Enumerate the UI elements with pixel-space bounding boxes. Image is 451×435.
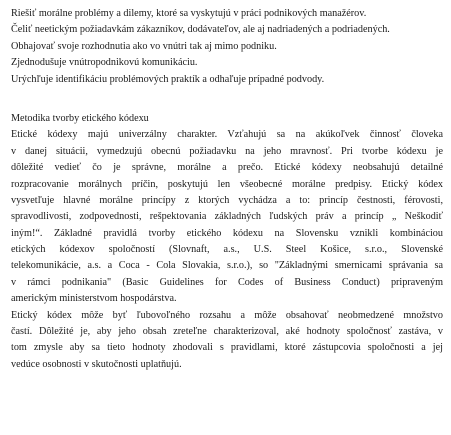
paragraph-line: etických kódexov spoločností (Slovnaft, a.s., U.S. Steel Košice, s.r.o., Slovenské [11, 244, 443, 256]
paragraph-1 [11, 127, 443, 307]
list-item: Čeliť neetickým požiadavkám zákazníkov, dodávateľov, ale aj nadriadených a podriadených. [11, 24, 390, 36]
paragraph-line: častí. Dôležité je, aby jeho obsah zreteľne charakterizoval, aké hodnoty spoločnosť zastáva, v [11, 326, 443, 338]
paragraph-line: Etický kódex môže byť ľubovoľného rozsahu a môže obsahovať neobmedzené množstvo [11, 309, 443, 321]
paragraph-line: iným!“. Základné pravidlá tvorby etického kódexu na Slovensku vznikli kombináciou [11, 227, 443, 239]
paragraph-line: vedúce osobnosti v skutočnosti uplatňujú. [11, 358, 182, 370]
paragraph-line: americkým ministerstvom hospodárstva. [11, 293, 177, 305]
list-item: Obhajovať svoje rozhodnutia ako vo vnútri tak aj mimo podniku. [11, 40, 277, 52]
paragraph-line: vysvetľuje hlavné morálne princípy z ktorých vychádza a to: princíp čestnosti, férovosti, [11, 194, 443, 206]
document-page [11, 6, 443, 373]
paragraph-2 [11, 308, 443, 374]
section-heading: Metodika tvorby etického kódexu [11, 112, 149, 124]
goals-list [11, 6, 443, 88]
list-item: Riešiť morálne problémy a dilemy, ktoré sa vyskytujú v práci podnikových manažérov. [11, 8, 367, 19]
paragraph-line: tom zmysle aby sa tieto hodnoty zhodovali s pravidlami, ktoré zástupcovia spoločnosti a jej [11, 342, 443, 354]
paragraph-line: v danej situácii, vymedzujú obecnú požiadavku na jeho mravnosť. Pri tvorbe kódexu je [11, 145, 443, 157]
section-spacer [11, 88, 443, 111]
list-item: Urýchľuje identifikáciu problémových praktík a odhaľuje prípadné podvody. [11, 73, 325, 85]
list-item: Zjednodušuje vnútropodnikovú komunikáciu. [11, 57, 198, 69]
paragraph-line: telekomunikácie, a.s. a Coca - Cola Slovakia, s.r.o.), so "Základnými smernicami správania sa [11, 260, 443, 272]
paragraph-line: v rámci podnikania" (Basic Guidelines for Codes of Business Conduct) pripraveným [11, 276, 443, 288]
paragraph-line: spravodlivosti, zodpovednosti, rešpektovania základných ľudských práv a princíp „ Neškodiť [11, 211, 443, 223]
paragraph-line: dôležité vedieť čo je správne, morálne a prečo. Etické kódexy neobsahujú detailné [11, 162, 443, 174]
paragraph-line: Etické kódexy majú univerzálny charakter. Vzťahujú sa na akúkoľvek činnosť človeka [11, 129, 443, 141]
paragraph-line: rozpracovanie morálnych príčin, poskytujú len všeobecné morálne predpisy. Etický kódex [11, 178, 443, 190]
